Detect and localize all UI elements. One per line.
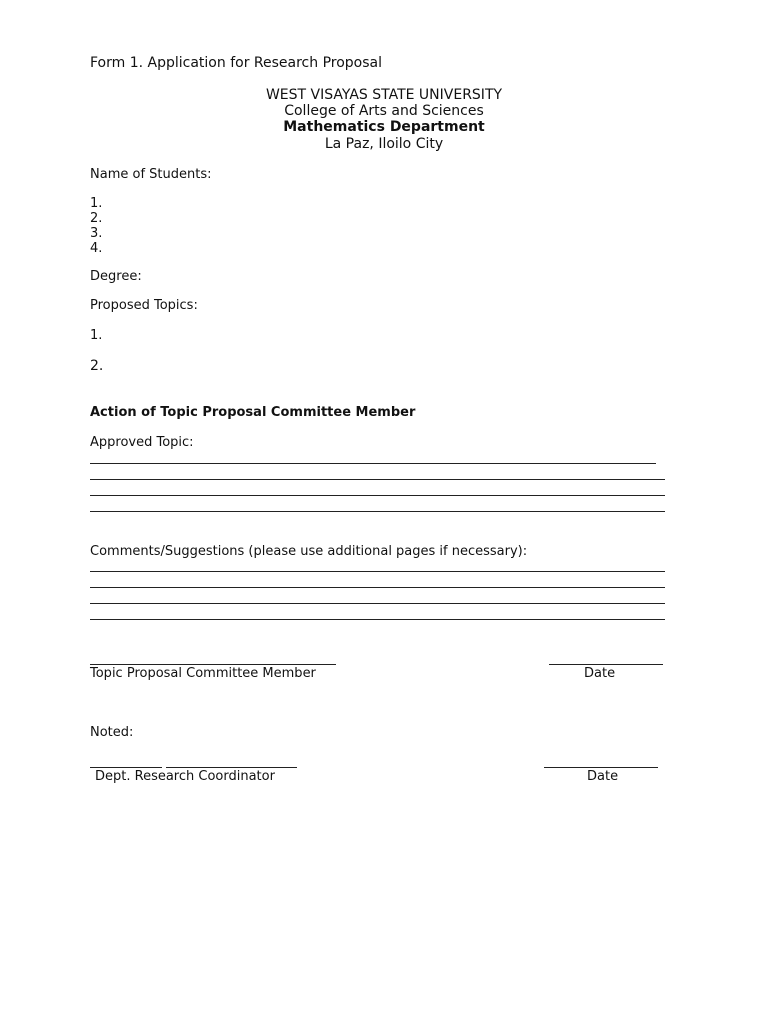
student-item-2: 2. bbox=[90, 211, 103, 226]
coordinator-role-label: Dept. Research Coordinator bbox=[95, 769, 275, 784]
noted-label: Noted: bbox=[90, 725, 134, 740]
committee-signature-line bbox=[90, 664, 336, 665]
coordinator-signature-line-a bbox=[90, 767, 162, 768]
form-title: Form 1. Application for Research Proposal bbox=[90, 55, 382, 71]
student-item-3: 3. bbox=[90, 226, 103, 241]
location: La Paz, Iloilo City bbox=[324, 136, 444, 152]
coordinator-signature-line-b bbox=[166, 767, 297, 768]
comments-line-3 bbox=[90, 603, 665, 604]
coordinator-date-label: Date bbox=[587, 769, 619, 784]
committee-date-label: Date bbox=[584, 666, 616, 681]
college-name: College of Arts and Sciences bbox=[284, 103, 484, 119]
approved-topic-line-3 bbox=[90, 495, 665, 496]
approved-topic-line-1 bbox=[90, 463, 656, 464]
degree-label: Degree: bbox=[90, 269, 142, 284]
action-heading: Action of Topic Proposal Committee Member bbox=[90, 405, 416, 420]
comments-line-4 bbox=[90, 619, 665, 620]
coordinator-date-line bbox=[544, 767, 658, 768]
committee-date-line bbox=[549, 664, 663, 665]
student-item-1: 1. bbox=[90, 196, 103, 211]
comments-label: Comments/Suggestions (please use additional pages if necessary): bbox=[90, 544, 528, 559]
approved-topic-label: Approved Topic: bbox=[90, 435, 194, 450]
comments-line-1 bbox=[90, 571, 665, 572]
student-item-4: 4. bbox=[90, 241, 103, 256]
approved-topic-line-2 bbox=[90, 479, 665, 480]
committee-role-label: Topic Proposal Committee Member bbox=[90, 666, 316, 681]
students-label: Name of Students: bbox=[90, 167, 212, 182]
topic-item-1: 1. bbox=[90, 328, 103, 343]
approved-topic-line-4 bbox=[90, 511, 665, 512]
comments-line-2 bbox=[90, 587, 665, 588]
university-name: WEST VISAYAS STATE UNIVERSITY bbox=[265, 87, 503, 103]
proposed-topics-label: Proposed Topics: bbox=[90, 298, 198, 313]
topic-item-2: 2. bbox=[90, 358, 104, 374]
department-name: Mathematics Department bbox=[283, 119, 485, 135]
